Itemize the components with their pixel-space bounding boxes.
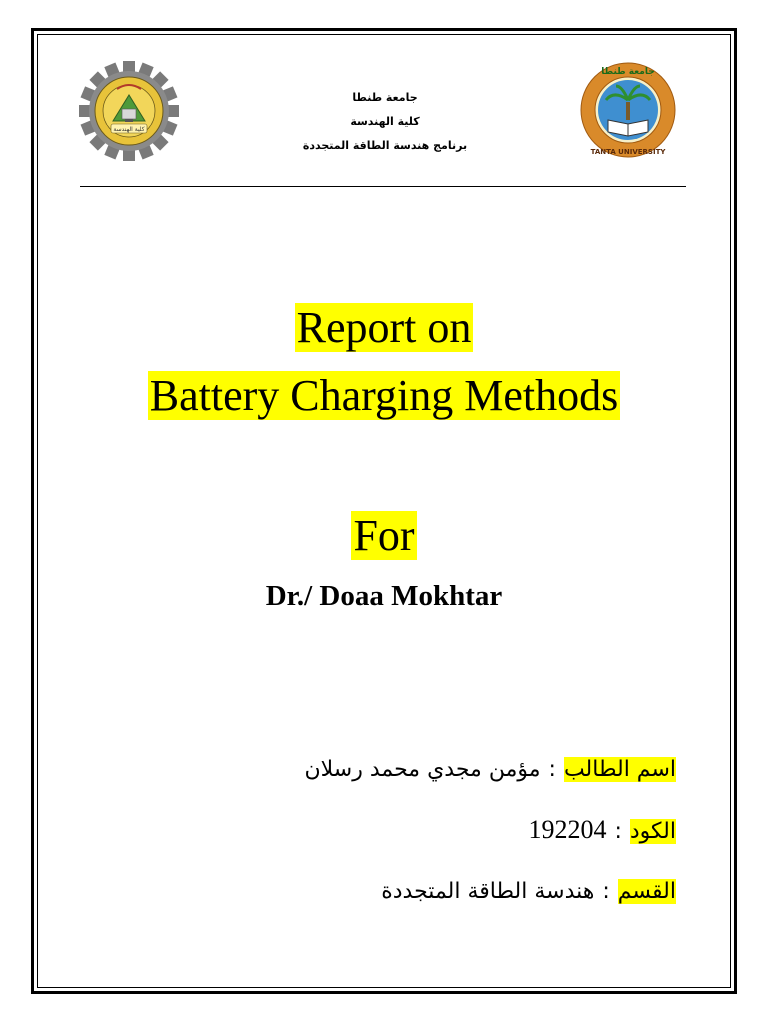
student-dept-sep: : bbox=[602, 879, 610, 904]
faculty-engineering-logo bbox=[78, 60, 180, 162]
student-name-value: مؤمن مجدي محمد رسلان bbox=[304, 757, 541, 782]
student-name-label: اسم الطالب bbox=[563, 757, 676, 782]
logo-right-top-text: جامعة طنطا bbox=[601, 67, 655, 77]
title-line-2 bbox=[0, 368, 768, 424]
student-code-label: الكود bbox=[629, 819, 676, 844]
student-dept-label: القسم bbox=[617, 879, 676, 904]
title-report-on: Report on bbox=[296, 303, 472, 352]
logo-right-bottom-text: TANTA UNIVERSITY bbox=[590, 148, 666, 156]
institution-header bbox=[260, 86, 510, 158]
supervisor-name: Dr./ Doaa Mokhtar bbox=[265, 580, 503, 612]
student-code-row bbox=[528, 814, 676, 848]
student-dept-value: هندسة الطاقة المتجددة bbox=[381, 879, 595, 904]
program-name: برنامج هندسة الطاقة المتجددة bbox=[302, 139, 468, 152]
student-code-value: 192204 bbox=[528, 815, 607, 844]
title-line-3 bbox=[0, 506, 768, 566]
student-name-sep: : bbox=[548, 757, 556, 782]
student-name-row bbox=[305, 754, 677, 786]
university-name: جامعة طنطا bbox=[352, 91, 418, 104]
title-for: For bbox=[353, 511, 415, 560]
header-divider bbox=[80, 186, 686, 187]
title-topic: Battery Charging Methods bbox=[149, 371, 619, 420]
student-dept-row bbox=[381, 876, 676, 908]
student-code-sep: : bbox=[614, 819, 622, 844]
faculty-name: كلية الهندسة bbox=[350, 115, 420, 128]
logo-left-caption: كلية الهندسة bbox=[113, 126, 145, 133]
tanta-university-logo bbox=[572, 60, 684, 160]
title-line-1 bbox=[0, 300, 768, 356]
